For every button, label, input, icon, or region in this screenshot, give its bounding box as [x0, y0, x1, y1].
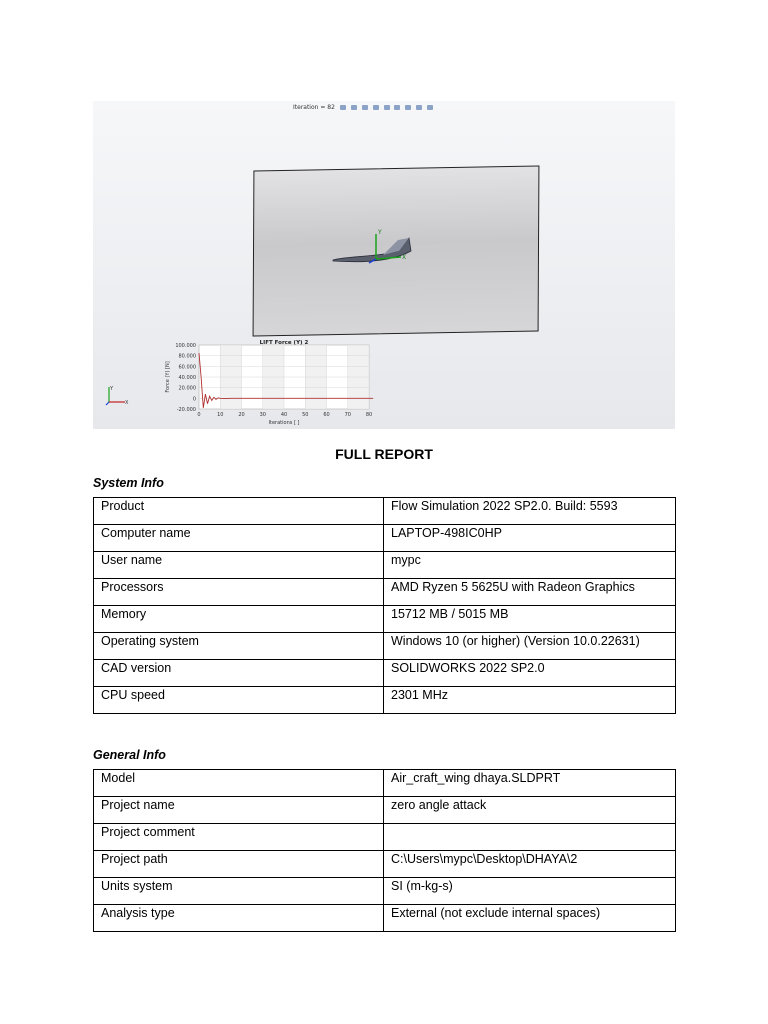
- x-tick-label: 10: [217, 412, 224, 418]
- y-tick-label: 80.000: [178, 353, 196, 360]
- table-cell-value: Flow Simulation 2022 SP2.0. Build: 5593: [384, 498, 676, 525]
- x-tick-label: 0: [197, 412, 201, 418]
- table-cell-key: Memory: [94, 606, 384, 633]
- table-cell-key: CPU speed: [94, 687, 384, 714]
- corner-axis-y-label: Y: [110, 386, 114, 392]
- table-row: [94, 878, 676, 905]
- corner-axes-triad: [106, 386, 129, 406]
- table-cell-value: Air_craft_wing dhaya.SLDPRT: [384, 770, 676, 797]
- y-tick-label: 100.000: [175, 343, 196, 349]
- x-tick-label: 60: [323, 412, 330, 418]
- table-row: [94, 552, 676, 579]
- table-cell-key: Model: [94, 770, 384, 797]
- wing-model: [333, 238, 411, 262]
- chart-title: LIFT Force (Y) 2: [259, 340, 309, 346]
- table-cell-value: [384, 824, 676, 851]
- system-info-heading: System Info: [93, 476, 164, 490]
- table-cell-value: SI (m-kg-s): [384, 878, 676, 905]
- model-axis-x-label: X: [402, 254, 407, 261]
- y-tick-label: 60.000: [178, 364, 196, 371]
- x-axis-label: Iterations [ ]: [268, 420, 300, 426]
- table-row: [94, 525, 676, 552]
- table-cell-value: External (not exclude internal spaces): [384, 905, 676, 932]
- table-cell-key: CAD version: [94, 660, 384, 687]
- y-tick-label: 40.000: [178, 375, 196, 381]
- table-cell-key: User name: [94, 552, 384, 579]
- corner-axis-x-label: X: [125, 400, 129, 406]
- table-cell-key: Computer name: [94, 525, 384, 552]
- table-cell-value: zero angle attack: [384, 797, 676, 824]
- table-cell-key: Operating system: [94, 633, 384, 660]
- table-row: [94, 660, 676, 687]
- table-cell-value: mypc: [384, 552, 676, 579]
- table-row: [94, 797, 676, 824]
- table-cell-key: Project name: [94, 797, 384, 824]
- x-tick-label: 40: [280, 412, 288, 418]
- table-cell-key: Project comment: [94, 824, 384, 851]
- general-info-heading: General Info: [93, 748, 166, 762]
- table-row: [94, 687, 676, 714]
- table-row: [94, 770, 676, 797]
- table-cell-value: 15712 MB / 5015 MB: [384, 606, 676, 633]
- y-tick-label: 20.000: [178, 385, 196, 392]
- system-info-table: [93, 497, 676, 714]
- table-cell-value: SOLIDWORKS 2022 SP2.0: [384, 660, 676, 687]
- y-axis-label: Force (Y) [N]: [165, 361, 171, 393]
- y-tick-label: -20.000: [176, 407, 196, 413]
- table-row: [94, 633, 676, 660]
- table-cell-value: 2301 MHz: [384, 687, 676, 714]
- x-tick-label: 50: [302, 412, 309, 418]
- table-cell-key: Product: [94, 498, 384, 525]
- table-row: [94, 498, 676, 525]
- table-row: [94, 606, 676, 633]
- lift-force-goal-plot: [153, 337, 383, 429]
- table-cell-key: Project path: [94, 851, 384, 878]
- page-title: FULL REPORT: [335, 446, 433, 462]
- model-axis-y-label: Y: [378, 229, 382, 236]
- x-tick-label: 80: [365, 412, 373, 418]
- table-row: [94, 851, 676, 878]
- table-cell-key: Units system: [94, 878, 384, 905]
- x-tick-label: 70: [344, 412, 351, 418]
- cad-viewport-image: [93, 101, 675, 429]
- table-cell-key: Analysis type: [94, 905, 384, 932]
- x-tick-label: 30: [259, 412, 266, 418]
- table-cell-value: C:\Users\mypc\Desktop\DHAYA\2: [384, 851, 676, 878]
- table-cell-key: Processors: [94, 579, 384, 606]
- table-row: [94, 579, 676, 606]
- general-info-table: [93, 769, 676, 932]
- table-cell-value: AMD Ryzen 5 5625U with Radeon Graphics: [384, 579, 676, 606]
- table-cell-value: LAPTOP-498IC0HP: [384, 525, 676, 552]
- y-tick-label: 0: [192, 396, 196, 403]
- iteration-label: Iteration = 82: [293, 104, 335, 111]
- table-row: [94, 824, 676, 851]
- table-cell-value: Windows 10 (or higher) (Version 10.0.22631): [384, 633, 676, 660]
- table-row: [94, 905, 676, 932]
- x-tick-label: 20: [238, 412, 245, 418]
